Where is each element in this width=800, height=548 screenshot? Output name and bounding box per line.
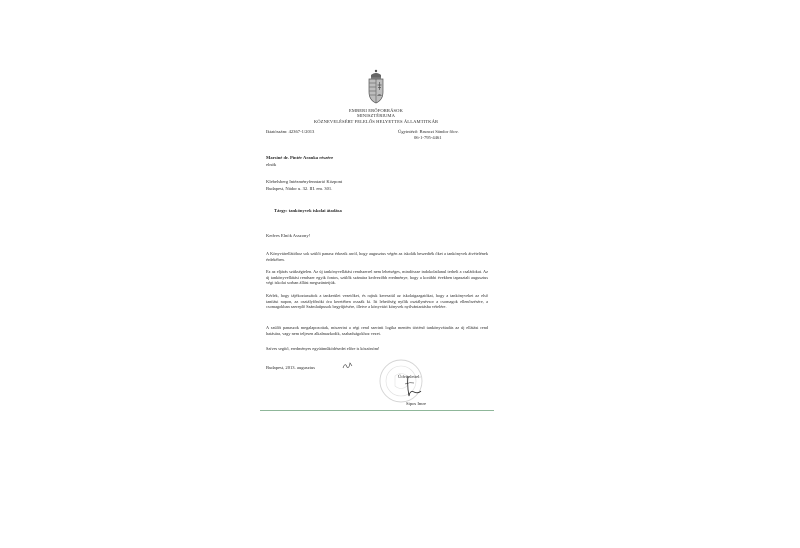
footer-divider: [260, 410, 494, 411]
coat-of-arms-icon: [362, 68, 390, 106]
date-day-handwritten: [342, 361, 354, 370]
paragraph: Ez az eljárás szükségtelen. Az új tankönyvellátási rendszerrel nem lehetséges, mindössze indokolatlanul terheli a családokat. Az új tankönyvellátási rendszer egyik fontos, szülők számára kedvezőbb eredménye, hogy a korábbi években tapasztalt augusztus végi iskolai sorban állást megszüntetjük.: [266, 269, 488, 286]
ministry-name-line2: MINISZTÉRIUMA: [356, 113, 396, 118]
closing-greeting: Üdvözlettel:: [398, 374, 421, 379]
ministry-department: KÖZNEVELÉSÉRT FELELŐS HELYETTES ÁLLAMTITKÁR: [313, 119, 439, 124]
letter-greeting: Kedves Elnök Asszony!: [266, 233, 311, 238]
recipient-title: elnök: [266, 162, 277, 167]
signatory-name: Sipos Imre: [406, 401, 427, 406]
recipient-address: Budapest, Nádor u. 32. III. em. 301.: [266, 186, 333, 191]
clerk-phone: 06-1-795-4461: [414, 135, 442, 140]
paragraph: A Könyvtárellátóhoz sok szülői panasz érkezik arról, hogy augusztus végén az iskolák beszedték őket a tankönyvek átvételének érdekében.: [266, 251, 488, 262]
paragraph: Kérlek, hogy tájékoztassátok a tankerület vezetőket, és rajtuk keresztül az iskolaigazgatókat, hogy a tankönyveket az első tanítási napon, az osztályfőnöki óra keretében osszák ki. Itt lehetőség nyílik osztálynévsor a csomagok ellenőrzésére, a csomagokban szereplő Számlatípusok begyűjtésére, illetve a könyvtári könyvek nyilvántartásba vételére.: [266, 293, 488, 310]
letter-subject: Tárgy: tankönyvek iskolai átadása: [274, 208, 342, 213]
paragraph: Szíves segítő, eredményes együttműködésedet előre is köszönöm!: [266, 346, 380, 351]
letter-page: [258, 62, 494, 412]
place-date: Budapest, 2013. augusztus: [266, 365, 315, 370]
clerk-name: Ügyintéző: Brunczi Sándor főov.: [398, 129, 459, 134]
reference-number: Iktatószám: 42367-1/2013: [266, 129, 315, 134]
handwritten-signature: [402, 374, 424, 400]
recipient-name: Marsiné dr. Pintér Aranka részére: [266, 155, 334, 160]
paragraph: A szülőt panaszok megalapozottak, miszerint a régi rend szerinti logika mentén történő tankönyvátadás az új ellátási rend hatására, vagy nem teljesen alkalmazkodik, szabadságokhoz vezet.: [266, 325, 488, 336]
ministry-name-line1: EMBERI ERŐFORRÁSOK: [349, 108, 403, 113]
recipient-org: Klebelsberg Intézményfenntartó Központ: [266, 179, 343, 184]
